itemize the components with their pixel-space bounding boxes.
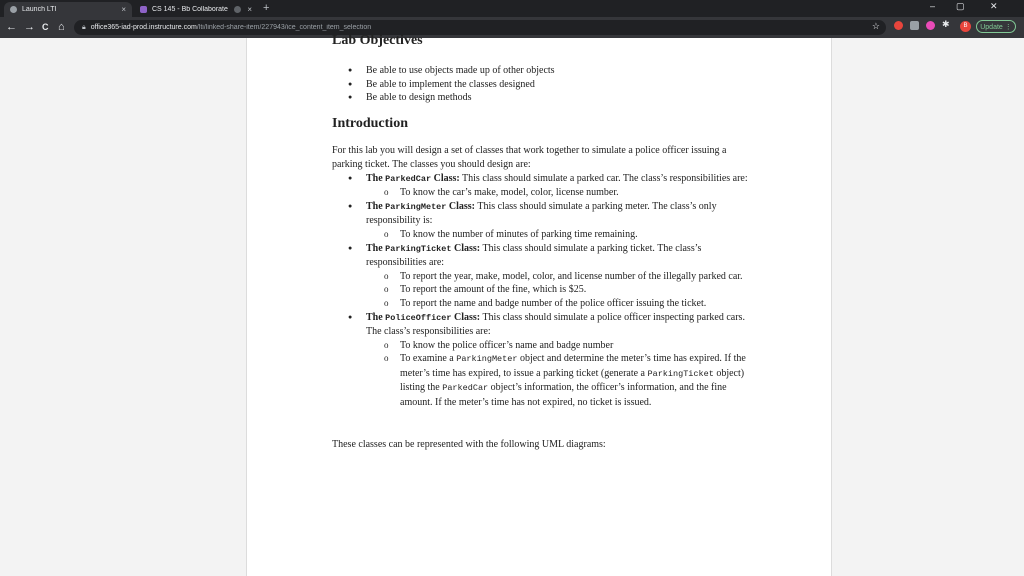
class-item-parkingmeter <box>332 200 752 228</box>
class-item-parkedcar <box>332 172 752 187</box>
update-button[interactable]: Update ⋮ <box>976 20 1016 33</box>
list-item: ● Be able to implement the classes designed <box>332 78 752 92</box>
class-suffix: Class: <box>448 200 476 212</box>
list-item: ● Be able to design methods <box>332 91 752 105</box>
browser-toolbar <box>0 17 1024 38</box>
profile-avatar[interactable]: B <box>960 21 971 32</box>
class-the: The <box>366 311 383 323</box>
reload-button[interactable]: C <box>42 22 49 32</box>
close-window-button[interactable]: ✕ <box>990 1 998 11</box>
tab-launch-lti[interactable] <box>4 2 132 17</box>
puzzle-extensions-icon[interactable]: ✱ <box>942 19 950 29</box>
list-item: o To know the car’s make, model, color, license number. <box>332 186 752 200</box>
address-bar[interactable] <box>74 20 886 35</box>
class-suffix: Class: <box>433 172 460 184</box>
class-the: The <box>366 172 383 184</box>
examine-text: object) listing the <box>400 367 745 394</box>
class-item-parkingticket <box>332 242 752 270</box>
back-button[interactable]: ← <box>6 21 17 33</box>
tab-bb-collaborate[interactable] <box>134 2 258 17</box>
class-description: This class should simulate a parked car. The class’s responsibilities are: <box>462 172 748 184</box>
list-item: o To know the number of minutes of parking time remaining. <box>332 228 752 242</box>
close-tab-icon[interactable]: × <box>247 5 252 14</box>
audio-icon <box>234 6 241 13</box>
extension-icon[interactable] <box>926 21 935 30</box>
class-name: ParkingMeter <box>385 201 447 212</box>
classes-list <box>332 172 752 410</box>
list-item: o To report the name and badge number of the police officer issuing the ticket. <box>332 297 752 311</box>
list-item: o To report the year, make, model, color, and license number of the illegally parked car. <box>332 270 752 284</box>
tab-title: CS 145 - Bb Collaborate <box>152 6 228 13</box>
tab-strip <box>0 0 1024 17</box>
code-parkingticket: ParkingTicket <box>647 368 714 379</box>
introduction-heading: Introduction <box>332 115 408 131</box>
list-item: ● Be able to use objects made up of other objects <box>332 64 752 78</box>
class-the: The <box>366 242 383 254</box>
list-item: o To know the police officer’s name and badge number <box>332 339 752 353</box>
objectives-list <box>332 64 752 105</box>
minimize-button[interactable]: – <box>930 1 936 11</box>
class-description: This class should simulate a police officer inspecting parked cars. The class’s responsibilities are: <box>366 311 745 338</box>
collaborate-icon <box>140 6 147 13</box>
bookmark-star-icon[interactable]: ☆ <box>871 21 880 31</box>
examine-text: object’s information, the officer’s information, and the fine amount. If the meter’s time has not expired, no ticket is issued. <box>400 382 727 409</box>
class-the: The <box>366 200 383 212</box>
class-description: This class should simulate a parking ticket. The class’s responsibilities are: <box>366 242 702 269</box>
class-name: ParkedCar <box>385 173 432 184</box>
examine-text: object and determine the meter’s time has expired. If the meter’s time has expired, to issue a parking ticket (generate a <box>400 353 746 379</box>
list-item-examine <box>332 352 752 409</box>
class-suffix: Class: <box>453 242 481 254</box>
class-suffix: Class: <box>453 311 481 323</box>
lock-icon: 🔒︎ <box>82 23 86 31</box>
examine-text: To examine a <box>400 353 454 365</box>
class-description: This class should simulate a parking meter. The class’s only responsibility is: <box>366 200 717 227</box>
uml-sentence: These classes can be represented with the following UML diagrams: <box>332 438 606 450</box>
list-item: o To report the amount of the fine, which is $25. <box>332 283 752 297</box>
url-host: office365-iad-prod.instructure.com <box>90 24 197 31</box>
close-tab-icon[interactable]: × <box>121 5 126 14</box>
extension-icon[interactable] <box>910 21 919 30</box>
code-parkingmeter: ParkingMeter <box>456 354 518 365</box>
url-path: /lti/linked-share-item/227943/ice_content_item_selection <box>196 24 372 31</box>
extension-icon[interactable] <box>894 21 903 30</box>
class-name: ParkingTicket <box>385 243 452 254</box>
code-parkedcar: ParkedCar <box>442 383 489 394</box>
forward-button[interactable]: → <box>24 21 35 33</box>
lab-objectives-heading: Lab Objectives <box>332 33 423 48</box>
maximize-button[interactable]: ▢ <box>956 1 965 11</box>
globe-icon <box>10 6 17 13</box>
tab-title: Launch LTI <box>22 6 57 13</box>
class-item-policeofficer <box>332 311 752 339</box>
document-body <box>332 64 752 451</box>
home-button[interactable]: ⌂ <box>58 21 65 33</box>
intro-paragraph: For this lab you will design a set of classes that work together to simulate a police officer issuing a parking ticket. The classes you should design are: <box>332 145 727 170</box>
new-tab-button[interactable]: + <box>263 2 270 14</box>
class-name: PoliceOfficer <box>385 312 452 323</box>
